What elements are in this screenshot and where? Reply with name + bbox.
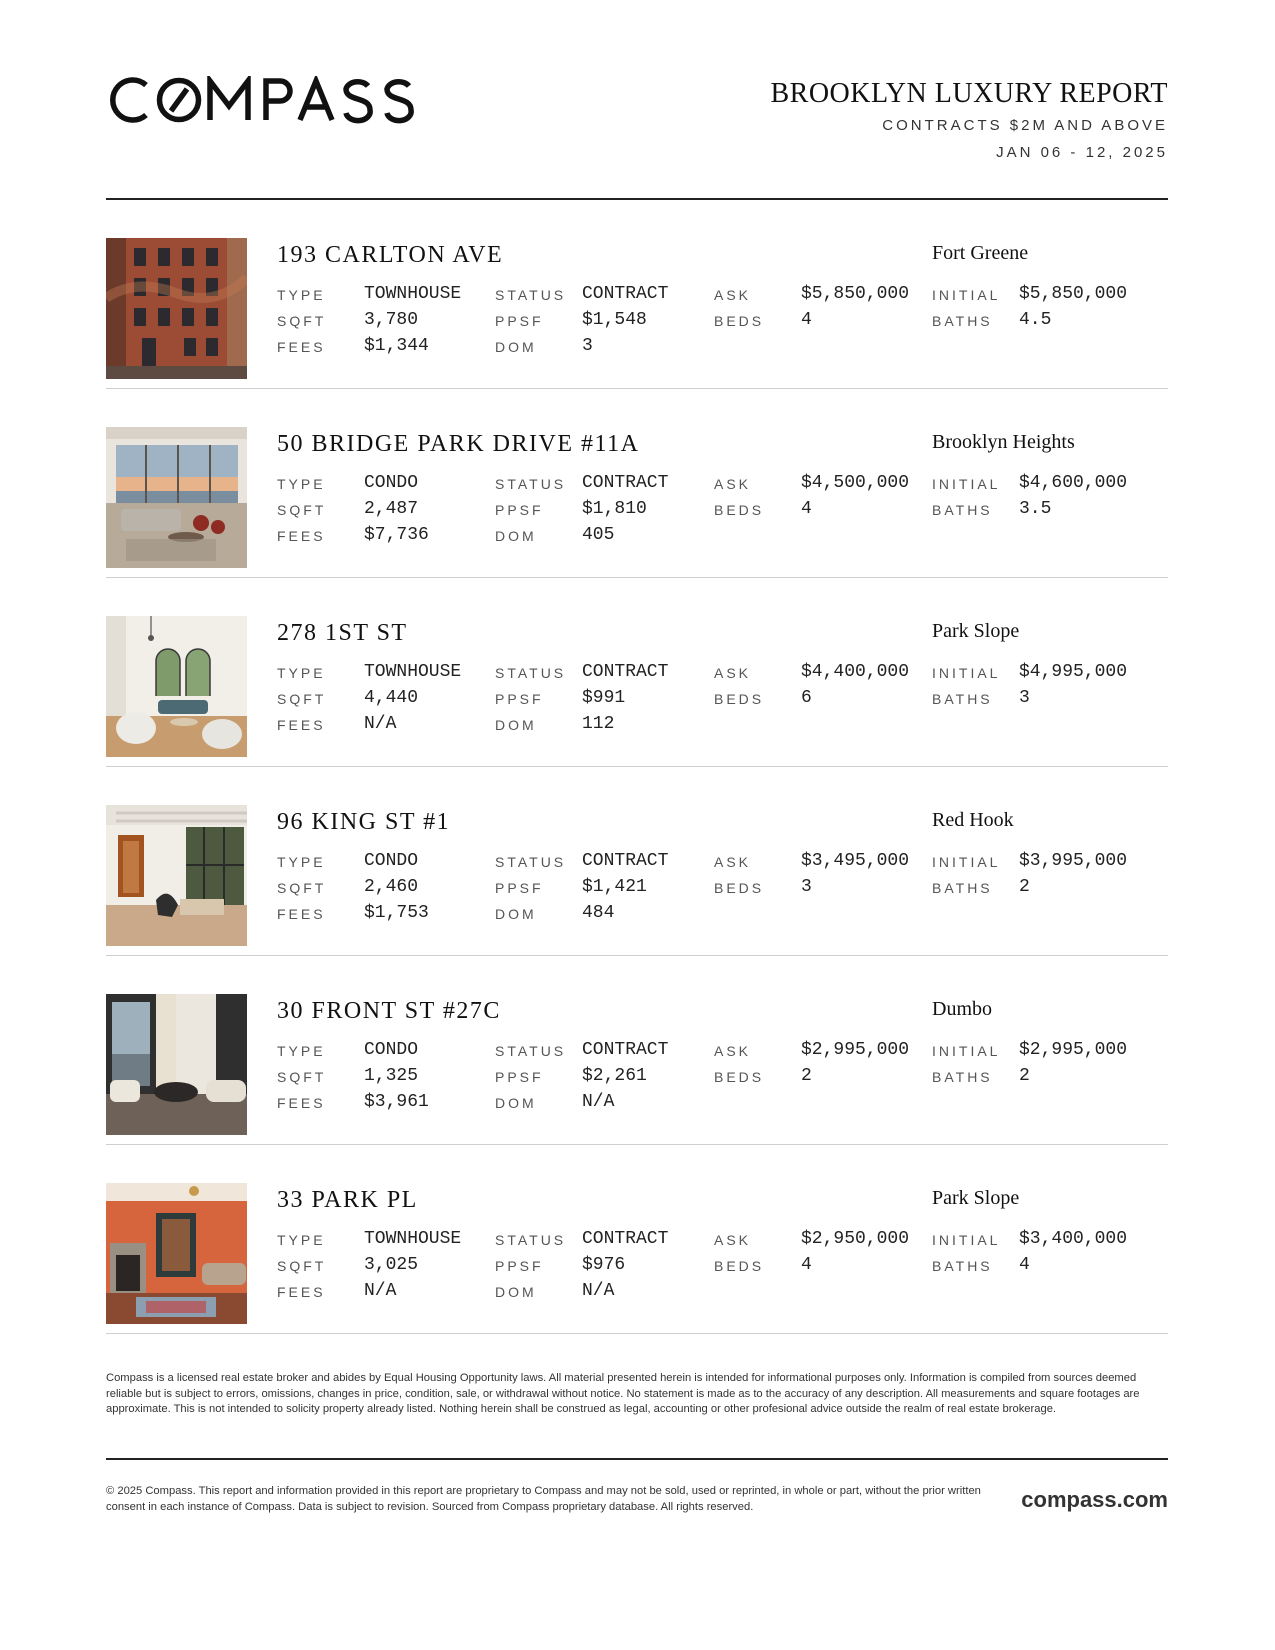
initial-label: INITIAL [932,287,1001,303]
sqft-value: 4,440 [364,688,419,708]
ask-value: $4,500,000 [801,473,910,493]
status-label: STATUS [495,1043,567,1059]
ask-value: $2,950,000 [801,1229,910,1249]
baths-value: 4.5 [1019,310,1052,330]
fees-label: FEES [277,528,326,544]
listing-card [106,389,1168,578]
baths-label: BATHS [932,313,993,329]
ppsf-value: $1,810 [582,499,647,519]
fees-label: FEES [277,717,326,733]
footer-divider [106,1458,1168,1460]
listing-photo [106,994,247,1135]
compass-logo [106,76,418,124]
listing-address: 278 1ST ST [277,620,408,646]
initial-value: $3,995,000 [1019,851,1128,871]
beds-label: BEDS [714,502,765,518]
initial-label: INITIAL [932,476,1001,492]
sqft-value: 2,487 [364,499,419,519]
status-value: CONTRACT [582,284,669,304]
sqft-label: SQFT [277,502,327,518]
fees-value: $7,736 [364,525,429,545]
initial-label: INITIAL [932,1232,1001,1248]
listing-card [106,956,1168,1145]
status-label: STATUS [495,1232,567,1248]
fees-label: FEES [277,339,326,355]
dom-value: 484 [582,903,615,923]
type-label: TYPE [277,287,326,303]
baths-value: 2 [1019,877,1030,897]
ask-value: $3,495,000 [801,851,910,871]
listing-photo [106,427,247,568]
ask-label: ASK [714,1043,752,1059]
status-value: CONTRACT [582,662,669,682]
type-label: TYPE [277,476,326,492]
ask-label: ASK [714,854,752,870]
ppsf-value: $2,261 [582,1066,647,1086]
baths-label: BATHS [932,880,993,896]
fees-label: FEES [277,1095,326,1111]
initial-value: $4,995,000 [1019,662,1128,682]
initial-label: INITIAL [932,665,1001,681]
dom-value: N/A [582,1092,615,1112]
type-value: TOWNHOUSE [364,284,462,304]
listing-neighborhood: Park Slope [932,620,1020,642]
status-value: CONTRACT [582,1229,669,1249]
fees-value: $1,753 [364,903,429,923]
ppsf-label: PPSF [495,691,544,707]
copyright-notice: © 2025 Compass. This report and information provided in this report are proprietary to Compass and may not be sold, used or reprinted, in whole or part, without the prior written consent in each instance of Compass. Data is subject to revision. Sourced from Compass proprietary database. All rights reserved. [106,1485,981,1513]
website-link[interactable]: compass.com [1021,1487,1168,1512]
initial-value: $5,850,000 [1019,284,1128,304]
ppsf-value: $991 [582,688,626,708]
beds-label: BEDS [714,691,765,707]
listing-photo [106,616,247,757]
sqft-label: SQFT [277,691,327,707]
baths-value: 3 [1019,688,1030,708]
baths-value: 3.5 [1019,499,1052,519]
report-date-range: JAN 06 - 12, 2025 [996,144,1168,161]
listing-address: 50 BRIDGE PARK DRIVE #11A [277,431,640,457]
listing-neighborhood: Park Slope [932,1187,1020,1209]
dom-label: DOM [495,717,537,733]
beds-label: BEDS [714,1258,765,1274]
ppsf-label: PPSF [495,502,544,518]
listing-photo [106,1183,247,1324]
ask-label: ASK [714,287,752,303]
listing-card [106,1145,1168,1334]
beds-label: BEDS [714,880,765,896]
beds-value: 4 [801,1255,812,1275]
ask-label: ASK [714,665,752,681]
ask-label: ASK [714,476,752,492]
baths-label: BATHS [932,1069,993,1085]
status-label: STATUS [495,854,567,870]
listing-photo [106,805,247,946]
baths-value: 4 [1019,1255,1030,1275]
type-value: TOWNHOUSE [364,662,462,682]
ppsf-label: PPSF [495,1258,544,1274]
sqft-label: SQFT [277,1258,327,1274]
ppsf-value: $976 [582,1255,626,1275]
listing-neighborhood: Brooklyn Heights [932,431,1075,453]
status-value: CONTRACT [582,473,669,493]
ppsf-label: PPSF [495,313,544,329]
listing-address: 193 CARLTON AVE [277,242,504,268]
report-header [106,70,1168,200]
sqft-value: 2,460 [364,877,419,897]
status-value: CONTRACT [582,851,669,871]
ppsf-label: PPSF [495,1069,544,1085]
dom-value: 3 [582,336,593,356]
listing-address: 96 KING ST #1 [277,809,451,835]
status-label: STATUS [495,287,567,303]
status-label: STATUS [495,476,567,492]
dom-label: DOM [495,339,537,355]
fees-label: FEES [277,1284,326,1300]
ppsf-label: PPSF [495,880,544,896]
sqft-label: SQFT [277,1069,327,1085]
listing-card [106,578,1168,767]
listing-neighborhood: Fort Greene [932,242,1029,264]
sqft-label: SQFT [277,880,327,896]
dom-label: DOM [495,906,537,922]
ppsf-value: $1,421 [582,877,647,897]
listing-photo [106,238,247,379]
status-label: STATUS [495,665,567,681]
initial-value: $2,995,000 [1019,1040,1128,1060]
type-label: TYPE [277,1232,326,1248]
beds-value: 4 [801,499,812,519]
beds-value: 6 [801,688,812,708]
fees-value: N/A [364,714,397,734]
dom-label: DOM [495,528,537,544]
dom-value: 405 [582,525,615,545]
type-value: CONDO [364,1040,419,1060]
listing-neighborhood: Dumbo [932,998,992,1020]
initial-label: INITIAL [932,1043,1001,1059]
type-label: TYPE [277,1043,326,1059]
legal-disclaimer: Compass is a licensed real estate broker and abides by Equal Housing Opportunity laws. All material presented herein is intended for informational purposes only. Information is compiled from sources deemed reliable but is subject to errors, omissions, changes in price, condition, sale, or withdrawal without notice. No statement is made as to the accuracy of any description. All measurements and square footages are approximate. This is not intended to solicity property already listed. Nothing herein shall be construed as legal, accounting or other profesional advice outside the realm of real estate brokerage. [106,1372,1140,1415]
baths-value: 2 [1019,1066,1030,1086]
ask-value: $5,850,000 [801,284,910,304]
listings [106,200,1168,1334]
type-label: TYPE [277,665,326,681]
listing-address: 30 FRONT ST #27C [277,998,501,1024]
initial-value: $3,400,000 [1019,1229,1128,1249]
dom-value: 112 [582,714,615,734]
fees-value: $3,961 [364,1092,429,1112]
beds-value: 4 [801,310,812,330]
beds-label: BEDS [714,1069,765,1085]
dom-value: N/A [582,1281,615,1301]
baths-label: BATHS [932,502,993,518]
type-value: CONDO [364,851,419,871]
ppsf-value: $1,548 [582,310,647,330]
sqft-label: SQFT [277,313,327,329]
status-value: CONTRACT [582,1040,669,1060]
listing-card [106,200,1168,389]
sqft-value: 3,780 [364,310,419,330]
initial-value: $4,600,000 [1019,473,1128,493]
beds-label: BEDS [714,313,765,329]
baths-label: BATHS [932,691,993,707]
fees-value: $1,344 [364,336,429,356]
beds-value: 2 [801,1066,812,1086]
type-label: TYPE [277,854,326,870]
baths-label: BATHS [932,1258,993,1274]
beds-value: 3 [801,877,812,897]
report-title: BROOKLYN LUXURY REPORT [770,78,1168,109]
sqft-value: 1,325 [364,1066,419,1086]
ask-value: $2,995,000 [801,1040,910,1060]
listing-neighborhood: Red Hook [932,809,1014,831]
fees-label: FEES [277,906,326,922]
dom-label: DOM [495,1284,537,1300]
type-value: TOWNHOUSE [364,1229,462,1249]
ask-value: $4,400,000 [801,662,910,682]
sqft-value: 3,025 [364,1255,419,1275]
listing-card [106,767,1168,956]
dom-label: DOM [495,1095,537,1111]
fees-value: N/A [364,1281,397,1301]
initial-label: INITIAL [932,854,1001,870]
listing-address: 33 PARK PL [277,1187,418,1213]
ask-label: ASK [714,1232,752,1248]
type-value: CONDO [364,473,419,493]
report-subtitle: CONTRACTS $2M AND ABOVE [882,117,1168,134]
